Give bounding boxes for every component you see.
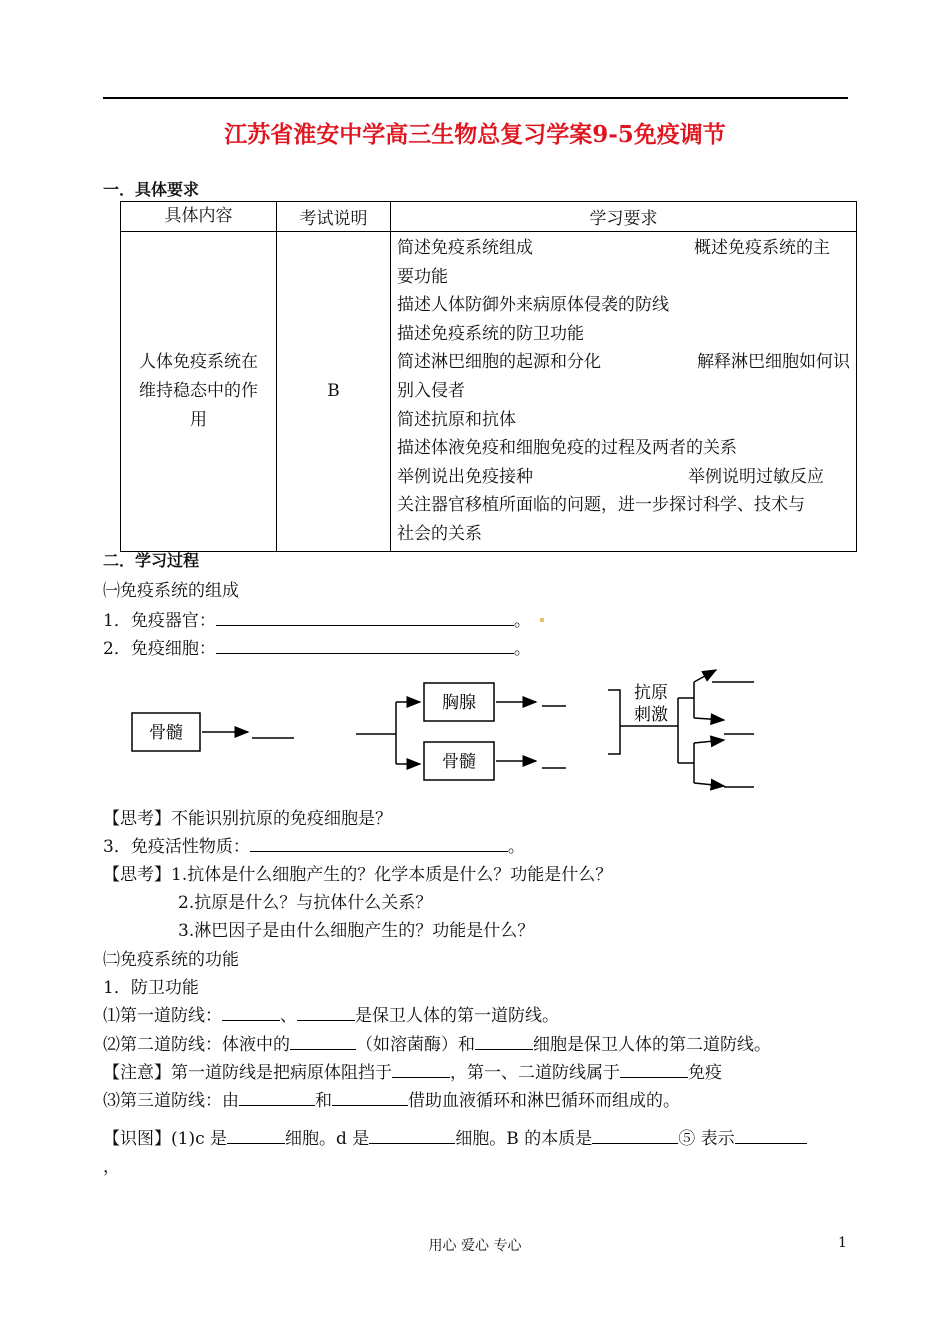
table-cell-content: 人体免疫系统在维持稳态中的作用	[121, 232, 277, 552]
page-footer: 用心 爱心 专心	[428, 1238, 522, 1254]
subsection-functions: ㈡免疫系统的功能	[103, 950, 239, 970]
header-rule	[103, 97, 848, 99]
section-heading-process: 二．学习过程	[103, 551, 200, 570]
answer-blank[interactable]	[227, 1127, 285, 1144]
answer-blank[interactable]	[392, 1061, 450, 1078]
section-heading-requirements: 一．具体要求	[103, 180, 200, 199]
answer-blank[interactable]	[475, 1033, 533, 1050]
thymus-label: 胸腺	[442, 693, 476, 713]
stimulus-label: 刺激	[634, 705, 668, 725]
answer-blank[interactable]	[216, 609, 514, 626]
answer-blank[interactable]	[250, 835, 508, 852]
subsection-composition: ㈠免疫系统的组成	[103, 581, 239, 601]
answer-blank[interactable]	[222, 1004, 280, 1021]
third-defense-line: ⑶第三道防线：由 和 借助血液循环和淋巴循环而组成的。	[103, 1091, 680, 1111]
second-defense-line: ⑵第二道防线：体液中的 （如溶菌酶）和 细胞是保卫人体的第二道防线。	[103, 1035, 771, 1055]
figure-question-line: 【识图】(1)c 是 细胞。d 是 细胞。B 的本质是 ⑤ 表示	[103, 1124, 807, 1149]
first-defense-line: ⑴第一道防线： 、 是保卫人体的第一道防线。	[103, 1006, 559, 1026]
answer-blank[interactable]	[735, 1127, 807, 1144]
answer-blank[interactable]	[332, 1089, 408, 1106]
answer-blank[interactable]	[290, 1033, 356, 1050]
answer-blank[interactable]	[592, 1127, 678, 1144]
question-immune-cells: 2．免疫细胞： 。	[103, 639, 531, 659]
page-number: 1	[838, 1235, 847, 1251]
answer-blank[interactable]	[239, 1089, 315, 1106]
table-header-requirements: 学习要求	[391, 202, 857, 232]
answer-blank[interactable]	[369, 1127, 455, 1144]
think-question-2: 【思考】1.抗体是什么细胞产生的？化学本质是什么？功能是什么？	[103, 865, 613, 885]
marker-dot	[540, 618, 544, 622]
table-header-content: 具体内容	[121, 202, 277, 232]
answer-blank[interactable]	[297, 1004, 355, 1021]
antigen-label: 抗原	[634, 683, 668, 703]
answer-blank[interactable]	[216, 637, 514, 654]
defense-function-heading: 1．防卫功能	[103, 978, 199, 998]
table-header-exam: 考试说明	[277, 202, 391, 232]
bone-marrow-label-1: 骨髓	[149, 723, 183, 743]
question-active-substances: 3．免疫活性物质： 。	[103, 837, 525, 857]
think-question-2c: 3.淋巴因子是由什么细胞产生的？功能是什么？	[178, 921, 535, 941]
trailing-comma: ，	[103, 1157, 120, 1177]
page-title: 江苏省淮安中学高三生物总复习学案9-5免疫调节	[224, 121, 726, 148]
think-question-2b: 2.抗原是什么？与抗体什么关系？	[178, 893, 433, 913]
bone-marrow-label-2: 骨髓	[442, 752, 476, 772]
requirements-table	[120, 201, 857, 552]
answer-blank[interactable]	[620, 1061, 688, 1078]
note-line: 【注意】第一道防线是把病原体阻挡于 ，第一、二道防线属于 免疫	[103, 1063, 722, 1083]
immune-cell-diagram	[120, 668, 780, 798]
question-immune-organs: 1．免疫器官： 。	[103, 611, 531, 631]
table-cell-requirements: 简述免疫系统组成 概述免疫系统的主 要功能 描述人体防御外来病原体侵袭的防线 描述免疫系统的防卫功能 简述淋巴细胞的起源和分化 解释淋巴细胞如何识 别入侵者 简述抗原和抗体 描述体液免疫和细胞免疫的过程及两者的关系 举例说出免疫接种 举例说明过敏反应 关注器官移植所面临的问题，进一步探讨科学、技术与 社会的关系	[391, 232, 857, 552]
think-question-1: 【思考】不能识别抗原的免疫细胞是？	[103, 809, 392, 829]
table-cell-exam: B	[277, 232, 391, 552]
